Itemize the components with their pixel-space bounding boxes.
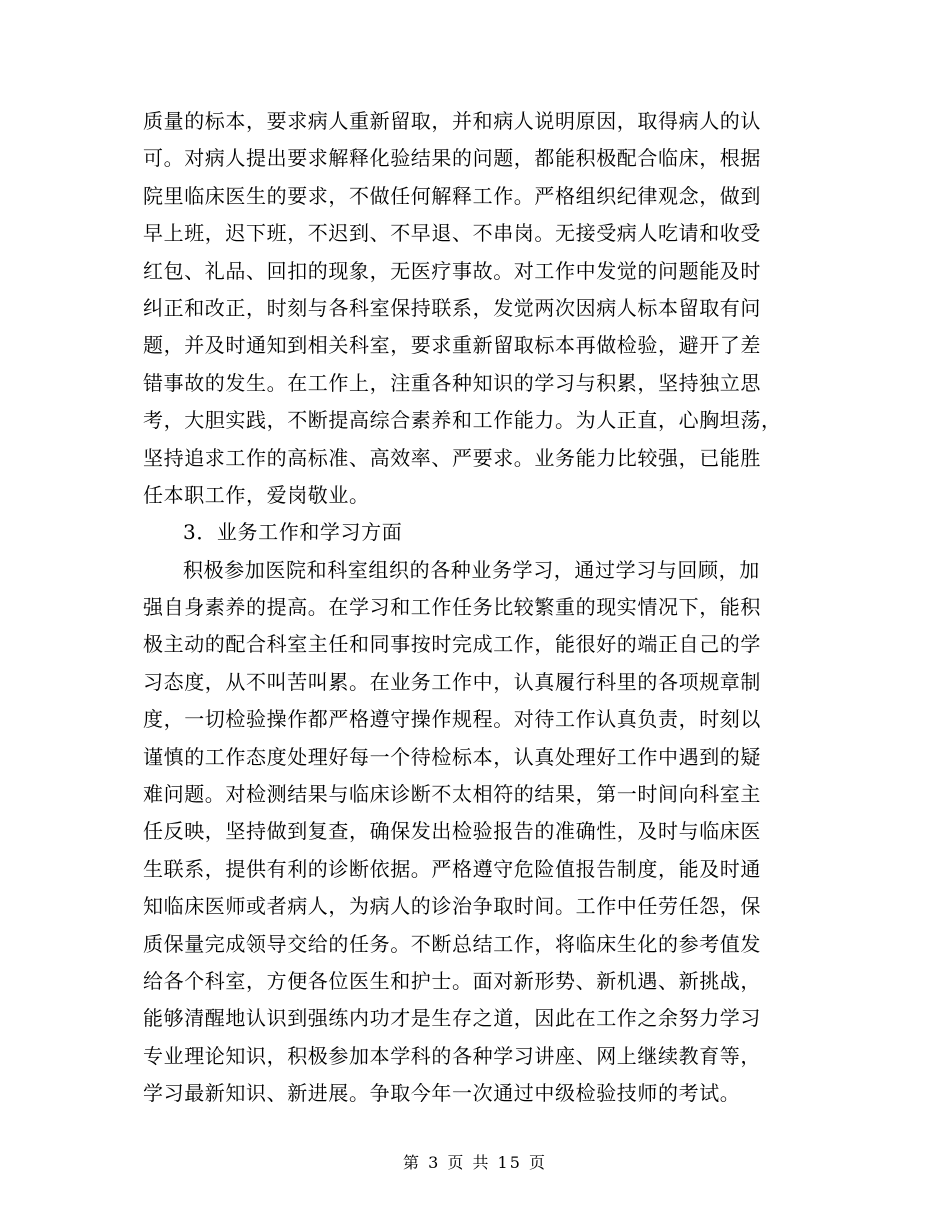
text-line: 任本职工作，爱岗敬业。 (143, 482, 370, 507)
text-line: 院里临床医生的要求，不做任何解释工作。严格组织纪律观念，做到 (143, 183, 761, 208)
document-body (143, 103, 803, 1113)
text-line: 能够清醒地认识到强练内功才是生存之道，因此在工作之余努力学习 (143, 1006, 761, 1031)
text-line: 积极参加医院和科室组织的各种业务学习，通过学习与回顾，加 (183, 557, 760, 582)
paragraph-business-study (143, 552, 803, 1113)
text-line: 纠正和改正，时刻与各科室保持联系，发觉两次因病人标本留取有问 (143, 295, 761, 320)
text-line: 任反映，坚持做到复查，确保发出检验报告的准确性，及时与临床医 (143, 819, 761, 844)
text-line: 错事故的发生。在工作上，注重各种知识的学习与积累，坚持独立思 (143, 370, 761, 395)
text-line: 专业理论知识，积极参加本学科的各种学习讲座、网上继续教育等， (143, 1043, 761, 1068)
section-heading: 3．业务工作和学习方面 (183, 520, 403, 545)
text-line: 坚持追求工作的高标准、高效率、严要求。业务能力比较强，已能胜 (143, 445, 761, 470)
text-line: 考，大胆实践，不断提高综合素养和工作能力。为人正直，心胸坦荡， (143, 408, 782, 433)
text-line: 生联系，提供有利的诊断依据。严格遵守危险值报告制度，能及时通 (143, 856, 761, 881)
text-line: 质保量完成领导交给的任务。不断总结工作，将临床生化的参考值发 (143, 931, 761, 956)
text-line: 谨慎的工作态度处理好每一个待检标本，认真处理好工作中遇到的疑 (143, 744, 761, 769)
text-line: 早上班，迟下班，不迟到、不早退、不串岗。无接受病人吃请和收受 (143, 221, 761, 246)
text-line: 给各个科室，方便各位医生和护士。面对新形势、新机遇、新挑战， (143, 968, 761, 993)
text-line: 极主动的配合科室主任和同事按时完成工作，能很好的端正自己的学 (143, 632, 761, 657)
text-line: 习态度，从不叫苦叫累。在业务工作中，认真履行科里的各项规章制 (143, 669, 761, 694)
text-line: 题，并及时通知到相关科室，要求重新留取标本再做检验，避开了差 (143, 333, 761, 358)
text-line: 可。对病人提出要求解释化验结果的问题，都能积极配合临床，根据 (143, 146, 761, 171)
paragraph-continued (143, 103, 803, 514)
text-line: 知临床医师或者病人，为病人的诊治争取时间。工作中任劳任怨，保 (143, 894, 761, 919)
text-line: 强自身素养的提高。在学习和工作任务比较繁重的现实情况下，能积 (143, 595, 761, 620)
text-line: 质量的标本，要求病人重新留取，并和病人说明原因，取得病人的认 (143, 109, 761, 133)
text-line: 难问题。对检测结果与临床诊断不太相符的结果，第一时间向科室主 (143, 782, 761, 807)
text-line: 度，一切检验操作都严格遵守操作规程。对待工作认真负责，时刻以 (143, 707, 761, 732)
page-number-footer: 第 3 页 共 15 页 (403, 1153, 547, 1172)
text-line: 学习最新知识、新进展。争取今年一次通过中级检验技师的考试。 (143, 1081, 741, 1106)
text-line: 红包、礼品、回扣的现象，无医疗事故。对工作中发觉的问题能及时 (143, 258, 761, 283)
